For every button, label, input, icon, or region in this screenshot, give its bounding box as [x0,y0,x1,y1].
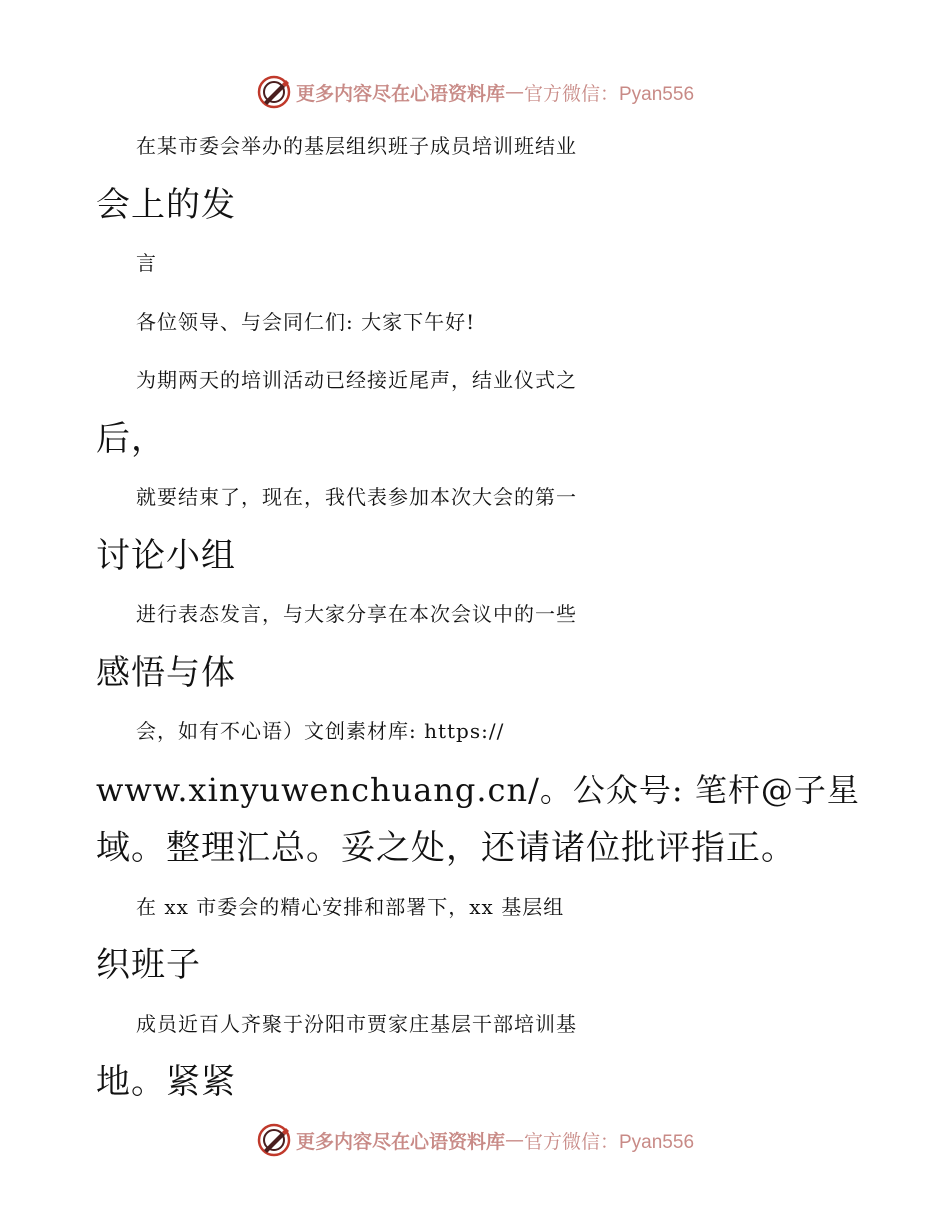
body-line: 在某市委会举办的基层组织班子成员培训班结业 [136,134,577,158]
banner-title: 更多内容尽在心语资料库 [295,82,505,105]
body-line: 感悟与体 [96,652,236,693]
pen-logo-icon [256,74,292,110]
body-line: 会上的发 [96,184,236,225]
body-line: 地。紧紧 [96,1062,236,1102]
body-line: 成员近百人齐聚于汾阳市贾家庄基层干部培训基 [136,1011,577,1036]
body-line: 讨论小组 [96,535,236,576]
body-line: 就要结束了，现在，我代表参加本次大会的第一 [136,485,577,509]
body-line: 后， [96,418,166,459]
banner-contact: 官方微信：Pyan556 [524,83,695,105]
body-line: 在 xx 市委会的精心安排和部署下，xx 基层组 [136,894,565,919]
body-line: 域。整理汇总。妥之处，还请诸位批评指正。 [96,828,796,868]
banner-contact: 官方微信：Pyan556 [524,1131,695,1153]
banner-title: 更多内容尽在心语资料库 [295,1130,505,1153]
body-line: 会，如有不心语）文创素材库: https:// [136,719,505,743]
body-line: 进行表态发言，与大家分享在本次会议中的一些 [136,602,577,626]
body-line: 为期两天的培训活动已经接近尾声，结业仪式之 [136,368,577,392]
body-line: www.xinyuwenchuang.cn/。公众号: 笔杆@子星 [96,770,860,809]
banner-separator: — [505,1129,524,1151]
body-line: 言 [136,251,157,275]
body-line: 织班子 [96,945,201,985]
banner-separator: — [505,81,524,103]
body-line: 各位领导、与会同仁们: 大家下午好! [136,309,476,334]
header-banner [0,70,950,114]
document-body [96,117,866,1112]
pen-logo-icon [256,1122,292,1158]
footer-banner [0,1118,950,1162]
